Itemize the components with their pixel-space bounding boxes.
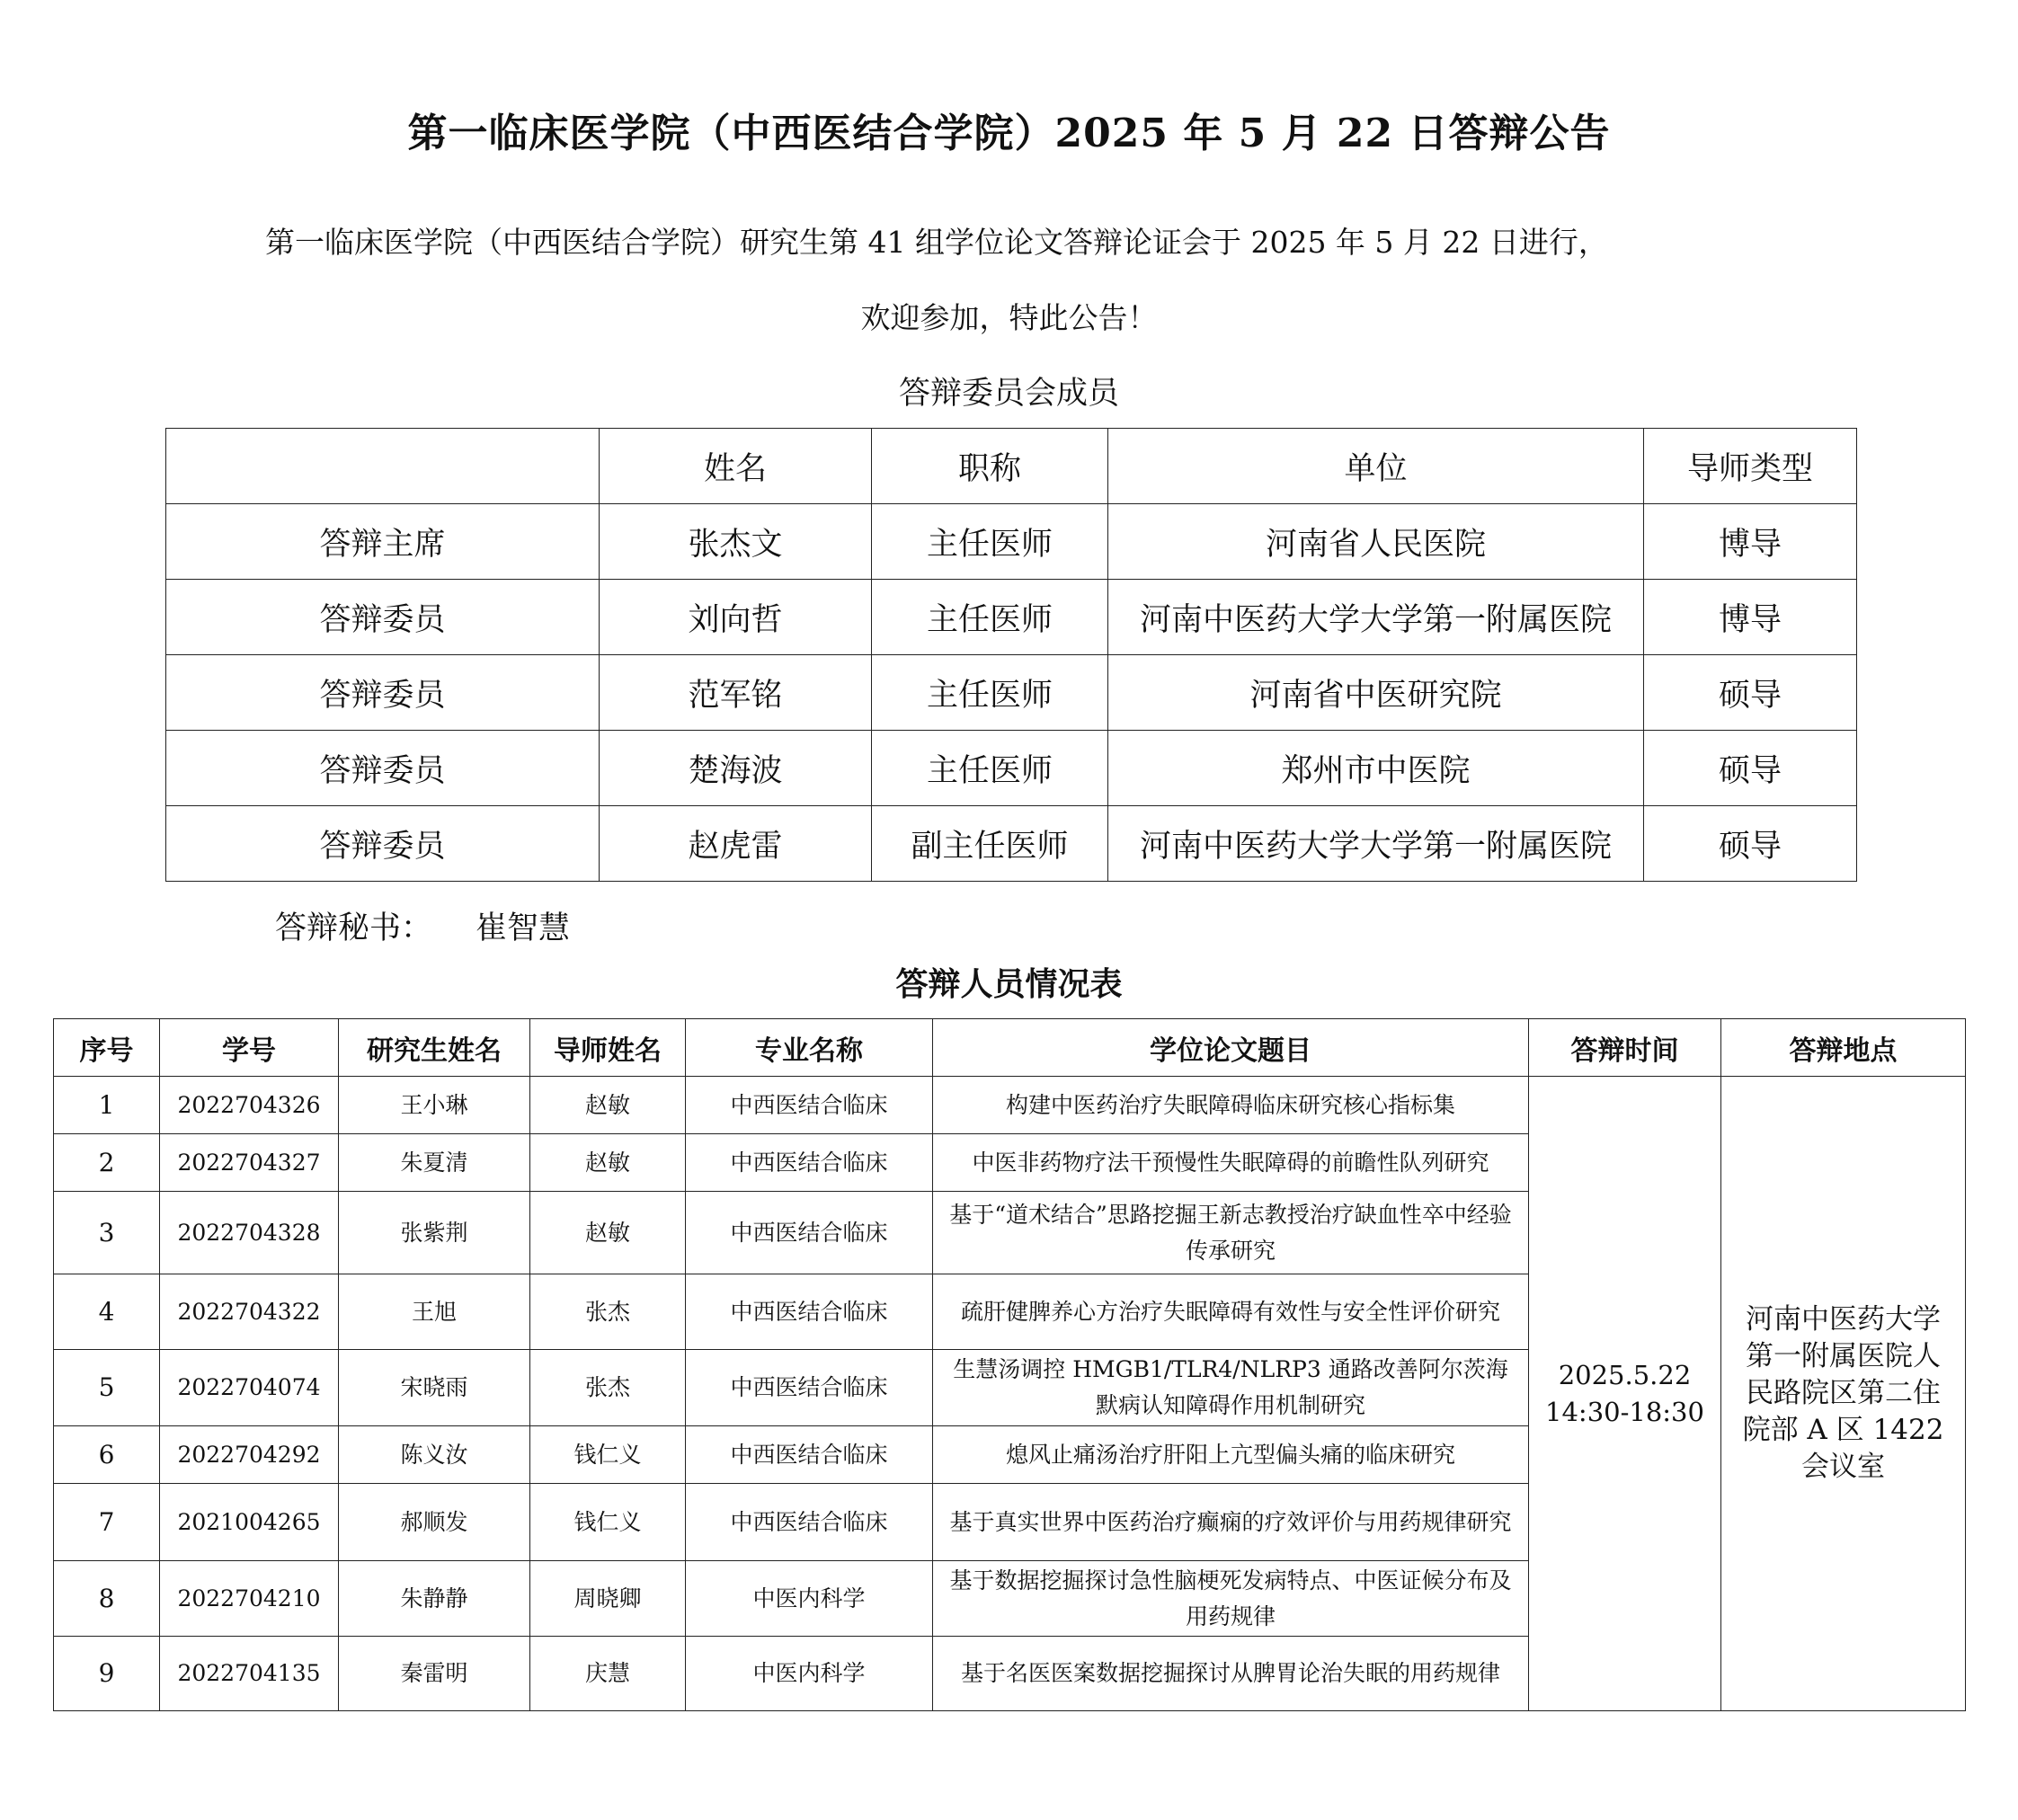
defense-student-name: 秦雷明 — [339, 1637, 530, 1711]
defense-student-id: 2022704328 — [160, 1192, 339, 1274]
defense-place — [1721, 1077, 1966, 1711]
defense-header-advisor: 导师姓名 — [530, 1019, 686, 1077]
committee-unit: 河南中医药大学大学第一附属医院 — [1108, 580, 1644, 655]
defense-thesis-title: 中医非药物疗法干预慢性失眠障碍的前瞻性队列研究 — [933, 1134, 1529, 1192]
defense-student-name: 宋晓雨 — [339, 1350, 530, 1426]
defense-seq: 5 — [54, 1350, 160, 1426]
defense-student-name: 朱静静 — [339, 1561, 530, 1637]
defense-row — [54, 1077, 1966, 1134]
defense-table — [53, 1018, 1966, 1711]
defense-major: 中西医结合临床 — [686, 1426, 933, 1484]
defense-seq: 4 — [54, 1274, 160, 1350]
intro-line-2: 欢迎参加，特此公告！ — [860, 300, 1158, 335]
defense-seq: 8 — [54, 1561, 160, 1637]
defense-student-id: 2021004265 — [160, 1484, 339, 1561]
committee-header-unit: 单位 — [1108, 429, 1644, 504]
defense-advisor: 张杰 — [530, 1350, 686, 1426]
defense-time — [1529, 1077, 1721, 1711]
defense-advisor: 赵敏 — [530, 1192, 686, 1274]
committee-advisor-type: 博导 — [1644, 580, 1857, 655]
defense-seq: 6 — [54, 1426, 160, 1484]
defense-header-seq: 序号 — [54, 1019, 160, 1077]
committee-name: 赵虎雷 — [600, 806, 872, 882]
defense-header-row — [54, 1019, 1966, 1077]
committee-role: 答辩委员 — [166, 731, 600, 806]
defense-student-name: 王小琳 — [339, 1077, 530, 1134]
defense-seq: 9 — [54, 1637, 160, 1711]
defense-thesis-title: 基于名医医案数据挖掘探讨从脾胃论治失眠的用药规律 — [933, 1637, 1529, 1711]
committee-name: 张杰文 — [600, 504, 872, 580]
defense-header-student-name: 研究生姓名 — [339, 1019, 530, 1077]
defense-seq: 7 — [54, 1484, 160, 1561]
defense-student-name: 王旭 — [339, 1274, 530, 1350]
defense-major: 中医内科学 — [686, 1561, 933, 1637]
committee-title: 主任医师 — [872, 655, 1108, 731]
defense-advisor: 张杰 — [530, 1274, 686, 1350]
committee-unit: 河南省人民医院 — [1108, 504, 1644, 580]
defense-student-name: 陈义汝 — [339, 1426, 530, 1484]
committee-name: 楚海波 — [600, 731, 872, 806]
committee-table — [165, 428, 1857, 882]
defense-place-text: 河南中医药大学第一附属医院人民路院区第二住院部 A 区 1422 会议室 — [1742, 1303, 1944, 1483]
committee-unit: 郑州市中医院 — [1108, 731, 1644, 806]
defense-student-id: 2022704327 — [160, 1134, 339, 1192]
defense-major: 中西医结合临床 — [686, 1350, 933, 1426]
defense-header-thesis-title: 学位论文题目 — [933, 1019, 1529, 1077]
committee-title: 主任医师 — [872, 731, 1108, 806]
defense-student-name: 张紫荆 — [339, 1192, 530, 1274]
defense-student-id: 2022704074 — [160, 1350, 339, 1426]
committee-header-role — [166, 429, 600, 504]
committee-title: 主任医师 — [872, 580, 1108, 655]
defense-advisor: 庆慧 — [530, 1637, 686, 1711]
committee-title: 副主任医师 — [872, 806, 1108, 882]
committee-advisor-type: 博导 — [1644, 504, 1857, 580]
defense-advisor: 钱仁义 — [530, 1484, 686, 1561]
defense-date: 2025.5.22 — [1558, 1359, 1692, 1390]
defense-student-id: 2022704322 — [160, 1274, 339, 1350]
defense-student-id: 2022704292 — [160, 1426, 339, 1484]
defense-header-time: 答辩时间 — [1529, 1019, 1721, 1077]
committee-row — [166, 580, 1857, 655]
defense-advisor: 赵敏 — [530, 1134, 686, 1192]
defense-major: 中西医结合临床 — [686, 1134, 933, 1192]
defense-caption: 答辩人员情况表 — [895, 965, 1123, 1003]
committee-name: 范军铭 — [600, 655, 872, 731]
committee-name: 刘向哲 — [600, 580, 872, 655]
committee-row — [166, 731, 1857, 806]
committee-row — [166, 806, 1857, 882]
defense-student-name: 朱夏清 — [339, 1134, 530, 1192]
defense-thesis-title: 生慧汤调控 HMGB1/TLR4/NLRP3 通路改善阿尔茨海默病认知障碍作用机制研究 — [933, 1350, 1529, 1426]
committee-header-advisor-type: 导师类型 — [1644, 429, 1857, 504]
defense-major: 中医内科学 — [686, 1637, 933, 1711]
committee-advisor-type: 硕导 — [1644, 731, 1857, 806]
defense-thesis-title: 基于真实世界中医药治疗癫痫的疗效评价与用药规律研究 — [933, 1484, 1529, 1561]
defense-advisor: 周晓卿 — [530, 1561, 686, 1637]
defense-thesis-title: 熄风止痛汤治疗肝阳上亢型偏头痛的临床研究 — [933, 1426, 1529, 1484]
defense-seq: 3 — [54, 1192, 160, 1274]
committee-role: 答辩委员 — [166, 580, 600, 655]
defense-hours: 14:30-18:30 — [1545, 1396, 1704, 1427]
page-title: 第一临床医学院（中西医结合学院）2025 年 5 月 22 日答辩公告 — [407, 111, 1611, 156]
defense-thesis-title: 疏肝健脾养心方治疗失眠障碍有效性与安全性评价研究 — [933, 1274, 1529, 1350]
defense-major: 中西医结合临床 — [686, 1484, 933, 1561]
defense-student-id: 2022704210 — [160, 1561, 339, 1637]
committee-unit: 河南中医药大学大学第一附属医院 — [1108, 806, 1644, 882]
committee-advisor-type: 硕导 — [1644, 655, 1857, 731]
committee-role: 答辩主席 — [166, 504, 600, 580]
committee-row — [166, 655, 1857, 731]
committee-row — [166, 504, 1857, 580]
committee-caption: 答辩委员会成员 — [898, 376, 1119, 412]
committee-title: 主任医师 — [872, 504, 1108, 580]
committee-role: 答辩委员 — [166, 655, 600, 731]
secretary-name: 崔智慧 — [476, 910, 571, 946]
defense-advisor: 钱仁义 — [530, 1426, 686, 1484]
committee-header-name: 姓名 — [600, 429, 872, 504]
secretary-line — [275, 903, 570, 948]
defense-thesis-title: 基于“道术结合”思路挖掘王新志教授治疗缺血性卒中经验传承研究 — [933, 1192, 1529, 1274]
intro-line-1: 第一临床医学院（中西医结合学院）研究生第 41 组学位论文答辩论证会于 2025 年 5 月 22 日进行， — [265, 225, 1608, 260]
defense-thesis-title: 构建中医药治疗失眠障碍临床研究核心指标集 — [933, 1077, 1529, 1134]
defense-major: 中西医结合临床 — [686, 1192, 933, 1274]
defense-advisor: 赵敏 — [530, 1077, 686, 1134]
defense-major: 中西医结合临床 — [686, 1077, 933, 1134]
defense-student-id: 2022704135 — [160, 1637, 339, 1711]
secretary-label: 答辩秘书： — [275, 910, 433, 946]
defense-header-student-id: 学号 — [160, 1019, 339, 1077]
committee-header-row — [166, 429, 1857, 504]
defense-header-place: 答辩地点 — [1721, 1019, 1966, 1077]
defense-seq: 2 — [54, 1134, 160, 1192]
defense-thesis-title: 基于数据挖掘探讨急性脑梗死发病特点、中医证候分布及用药规律 — [933, 1561, 1529, 1637]
defense-student-name: 郝顺发 — [339, 1484, 530, 1561]
committee-advisor-type: 硕导 — [1644, 806, 1857, 882]
defense-major: 中西医结合临床 — [686, 1274, 933, 1350]
committee-unit: 河南省中医研究院 — [1108, 655, 1644, 731]
defense-header-major: 专业名称 — [686, 1019, 933, 1077]
committee-header-title: 职称 — [872, 429, 1108, 504]
defense-seq: 1 — [54, 1077, 160, 1134]
defense-student-id: 2022704326 — [160, 1077, 339, 1134]
committee-role: 答辩委员 — [166, 806, 600, 882]
